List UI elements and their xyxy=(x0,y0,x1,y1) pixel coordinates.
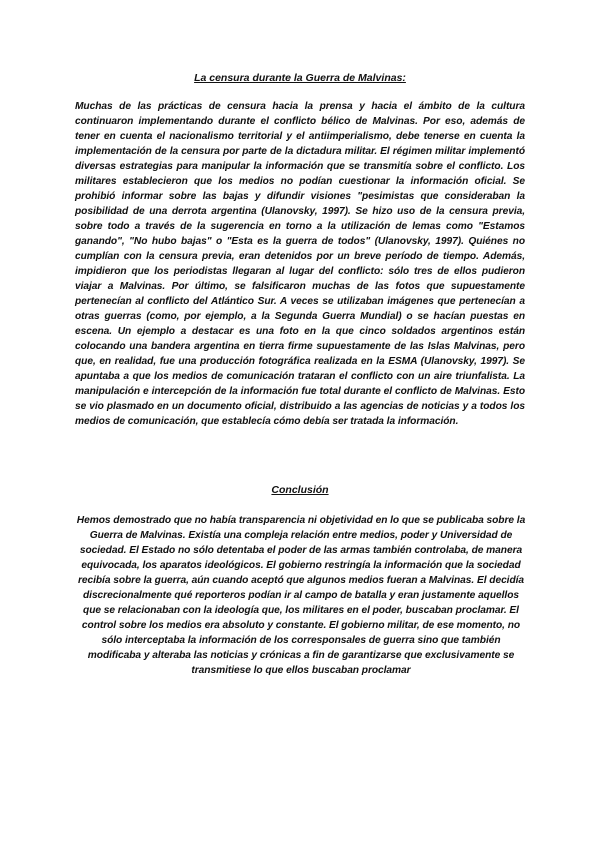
section-title-conclusion: Conclusión xyxy=(271,484,329,496)
section-title-censorship: La censura durante la Guerra de Malvinas: xyxy=(194,72,406,84)
section-body-conclusion: Hemos demostrado que no había transparencia ni objetividad en lo que se publicaba sobre la Guerra de Malvinas. Existía una compleja relación entre medios, poder y Universidad de sociedad. El Estado no sólo detentaba el poder de las armas también controlaba, de manera equivocada, los aparatos ideológicos. El gobierno restringía la información que la sociedad recibía sobre la guerra, aún cuando aceptó que algunos medios fueran a Malvinas. El decidía discrecionalmente qué reporteros podían ir al campo de batalla y eran justamente aquellos que se relacionaban con la ideología que, los militares en el poder, buscaban proclamar. El control sobre los medios era absoluto y constante. El gobierno militar, de ese momento, no sólo interceptaba la información de los corresponsales de guerra sino que también modificaba y alteraba las noticias y crónicas a fin de garantizarse que exclusivamente se transmitiese lo que ellos buscaban proclamar xyxy=(76,515,526,676)
section-body-censorship: Muchas de las prácticas de censura hacia la prensa y hacia el ámbito de la cultura continuaron implementando durante el conflicto bélico de Malvinas. Por eso, además de tener en cuenta el nacionalismo territorial y el antiimperialismo, debe tenerse en cuenta la implementación de la censura por parte de la dictadura militar. El régimen militar implementó diversas estrategias para manipular la información que se transmitía sobre el conflicto. Los militares establecieron que los medios no podían cuestionar la información oficial. Se prohibió informar sobre las bajas y difundir visiones "pesimistas que consideraban la posibilidad de una derrota argentina (Ulanovsky, 1997). Se hizo uso de la censura previa, sobre todo a través de la sugerencia en torno a la utilización de lemas como "Estamos ganando", "No hubo bajas" o "Esta es la guerra de todos" (Ulanovsky, 1997). Quiénes no cumplían con la censura previa, eran detenidos por un breve período de tiempo. Además, impidieron que los periodistas llegaran al lugar del conflicto: sólo tres de ellos pudieron viajar a Malvinas. Por último, se falsificaron muchas de las fotos que supuestamente pertenecían al conflicto del Atlántico Sur. A veces se utilizaban imágenes que pertenecían a otras guerras (como, por ejemplo, a la Segunda Guerra Mundial) o se hacían puestas en escena. Un ejemplo a destacar es una foto en la que cinco soldados argentinos están colocando una bandera argentina en tierra firme supuestamente de las Islas Malvinas, pero que, en realidad, fue una producción fotográfica realizada en la ESMA (Ulanovsky, 1997). Se apuntaba a que los medios de comunicación trataran el conflicto con un aire triunfalista. La manipulación e intercepción de la información fue total durante el conflicto de Malvinas. Esto se vio plasmado en un documento oficial, distribuido a las agencias de noticias y a todos los medios de comunicación, que establecía cómo debía ser tratada la información. xyxy=(75,101,525,427)
